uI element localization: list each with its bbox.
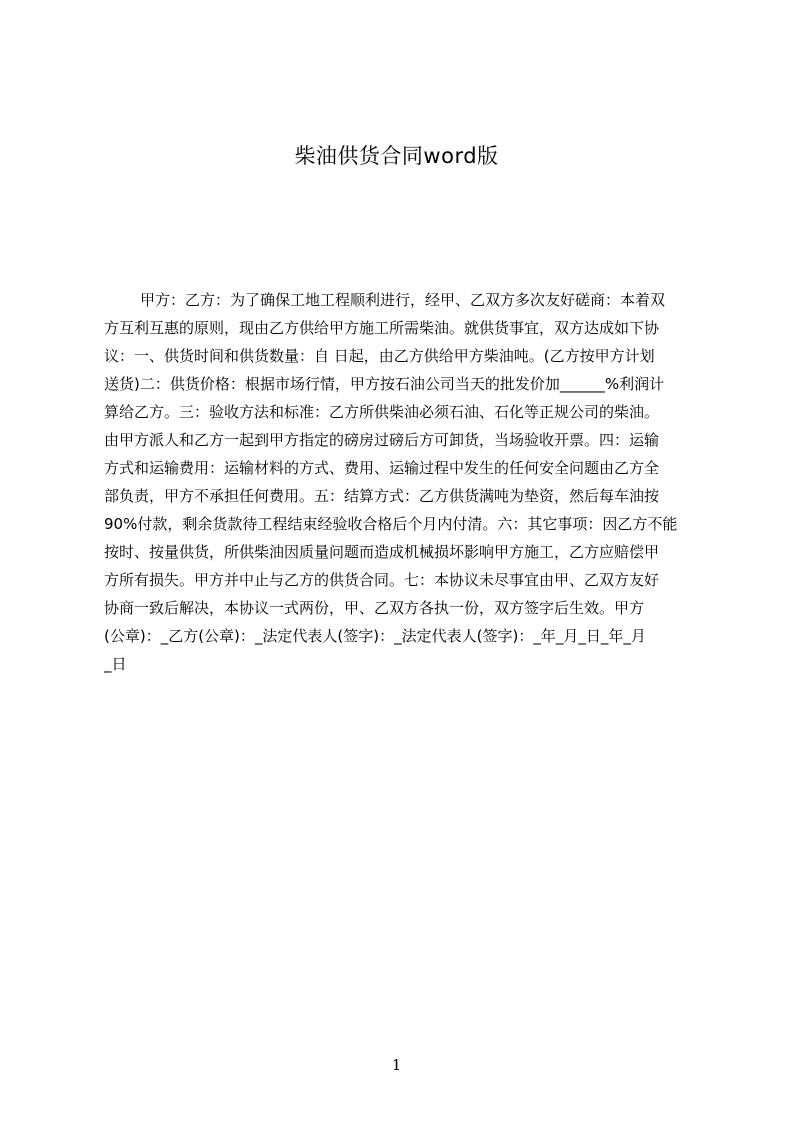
body-line: 算给乙方。三：验收方法和标准：乙方所供柴油必须石油、石化等正规公司的柴油。 xyxy=(104,403,660,421)
contract-body xyxy=(104,286,724,678)
body-line: 协商一致后解决，本协议一式两份，甲、乙双方各执一份，双方签字后生效。甲方 xyxy=(104,599,645,617)
body-line: 部负责，甲方不承担任何费用。五：结算方式：乙方供货满吨为垫资，然后每车油按 xyxy=(104,487,660,505)
body-line: 送货)二：供货价格：根据市场行情，甲方按石油公司当天的批发价加______%利润计 xyxy=(104,375,665,393)
body-line: (公章)：_乙方(公章)：_法定代表人(签字)：_法定代表人(签字)：_年_月_日_年_月 xyxy=(104,627,646,645)
page-number: 1 xyxy=(391,1056,402,1074)
body-line: 甲方：乙方：为了确保工地工程顺利进行，经甲、乙双方多次友好磋商：本着双 xyxy=(140,291,666,309)
body-line: 由甲方派人和乙方一起到甲方指定的磅房过磅后方可卸货，当场验收开票。四：运输 xyxy=(104,431,660,449)
body-line: _日 xyxy=(104,655,127,673)
body-line: 议：一、供货时间和供货数量：自 日起，由乙方供给甲方柴油吨。(乙方按甲方计划 xyxy=(104,347,655,365)
body-line: 90%付款，剩余货款待工程结束经验收合格后个月内付清。六：其它事项：因乙方不能 xyxy=(104,515,678,533)
document-title: 柴油供货合同word版 xyxy=(294,144,499,168)
body-line: 方互利互惠的原则，现由乙方供给甲方施工所需柴油。就供货事宜，双方达成如下协 xyxy=(104,319,660,337)
body-line: 按时、按量供货，所供柴油因质量问题而造成机械损坏影响甲方施工，乙方应赔偿甲 xyxy=(104,543,660,561)
body-line: 方式和运输费用：运输材料的方式、费用、运输过程中发生的任何安全问题由乙方全 xyxy=(104,459,660,477)
body-line: 方所有损失。甲方并中止与乙方的供货合同。七：本协议未尽事宜由甲、乙双方友好 xyxy=(104,571,660,589)
